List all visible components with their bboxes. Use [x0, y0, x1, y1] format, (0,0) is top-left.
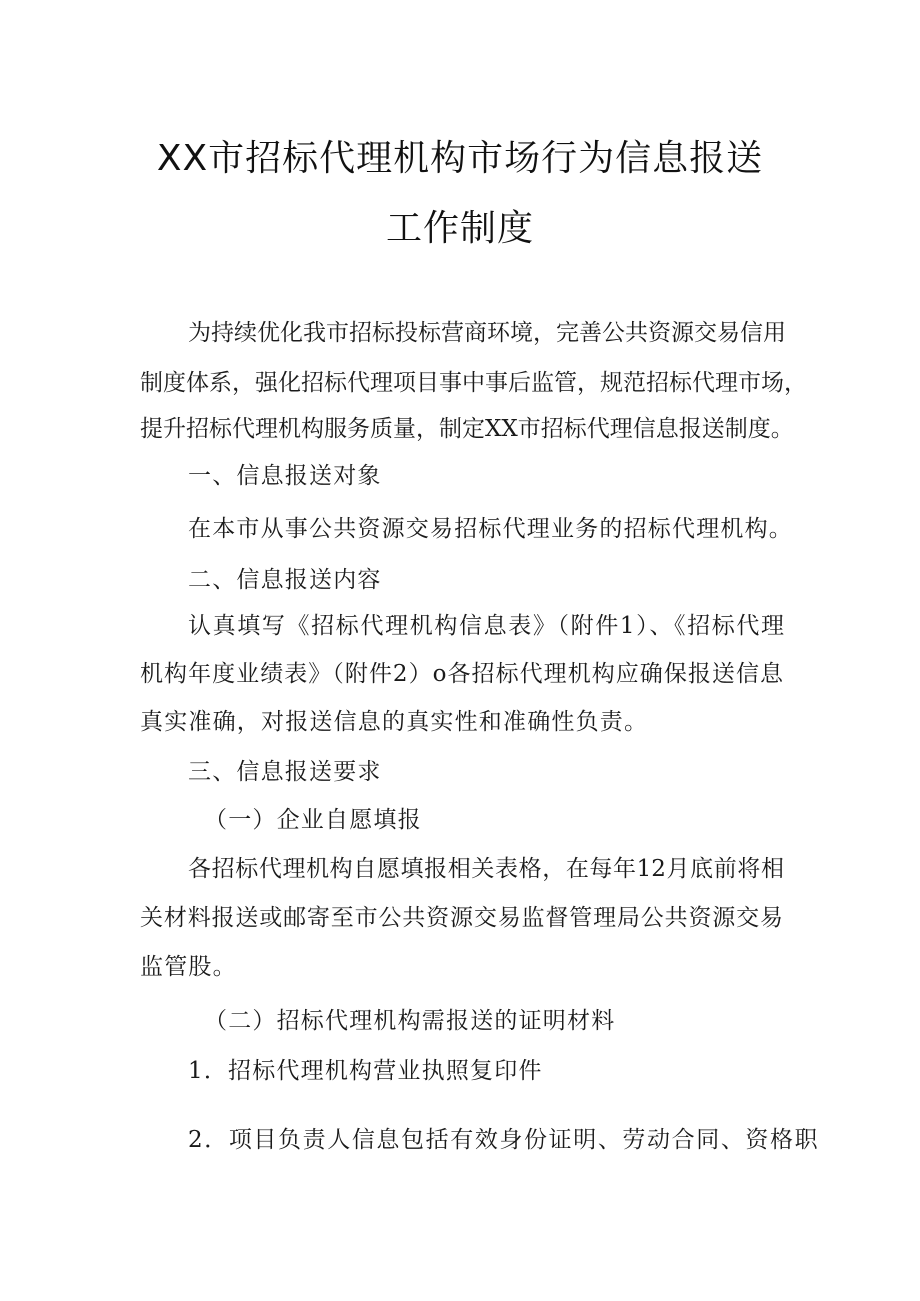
list-item-1: 1．招标代理机构营业执照复印件 — [188, 1058, 543, 1084]
subsection-1-body-line-2: 关材料报送或邮寄至市公共资源交易监督管理局公共资源交易 — [140, 905, 783, 931]
section-2-body-line-3: 真实准确，对报送信息的真实性和准确性负责。 — [140, 709, 649, 735]
section-heading-2: 二、信息报送内容 — [188, 567, 382, 593]
paragraph-intro-line-2: 制度体系，强化招标代理项目事中事后监管，规范招标代理市场， — [140, 370, 807, 396]
document-title-line-1: XX市招标代理机构市场行为信息报送 — [156, 138, 764, 179]
subsection-1-body-line-1: 各招标代理机构自愿填报相关表格，在每年12月底前将相 — [188, 856, 784, 882]
paragraph-intro-line-1: 为持续优化我市招标投标营商环境，完善公共资源交易信用 — [188, 320, 786, 346]
section-1-body: 在本市从事公共资源交易招标代理业务的招标代理机构。 — [188, 516, 793, 542]
subsection-heading-1: （一）企业自愿填报 — [204, 807, 422, 833]
subsection-heading-2: （二）招标代理机构需报送的证明材料 — [204, 1008, 616, 1034]
list-item-2: 2．项目负责人信息包括有效身份证明、劳动合同、资格职 — [188, 1127, 820, 1153]
section-heading-1: 一、信息报送对象 — [188, 463, 382, 489]
section-2-body-line-2: 机构年度业绩表》（附件2）o各招标代理机构应确保报送信息 — [140, 661, 783, 687]
document-title-line-2: 工作制度 — [385, 208, 534, 249]
section-heading-3: 三、信息报送要求 — [188, 759, 382, 785]
subsection-1-body-line-3: 监管股。 — [140, 954, 237, 980]
section-2-body-line-1: 认真填写《招标代理机构信息表》（附件1）、《招标代理 — [188, 613, 784, 639]
paragraph-intro-line-3: 提升招标代理机构服务质量，制定XX市招标代理信息报送制度。 — [140, 416, 794, 442]
